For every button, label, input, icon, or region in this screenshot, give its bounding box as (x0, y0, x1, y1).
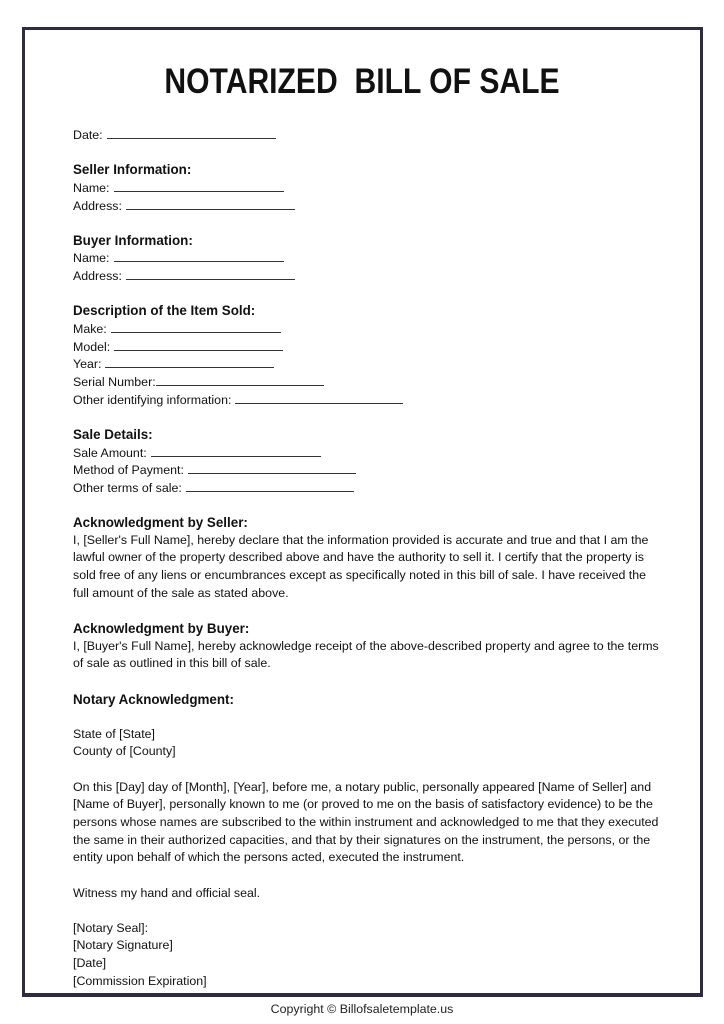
other-info-label: Other identifying information: (73, 392, 232, 407)
notary-date: [Date] (73, 956, 107, 971)
model-label: Model: (73, 339, 111, 354)
seller-name-field (73, 179, 663, 197)
notary-line: persons whose names are subscribed to the within instrument and acknowledged to me that they executed (73, 814, 659, 829)
notary-heading: Notary Acknowledgment: (73, 691, 234, 707)
buyer-address-blank[interactable] (126, 267, 295, 280)
seller-name-blank[interactable] (114, 179, 284, 192)
buyer-ack-line: of sale as outlined in this bill of sale. (73, 656, 271, 671)
year-label: Year: (73, 357, 102, 372)
seller-address-label: Address: (73, 198, 122, 213)
other-terms-blank[interactable] (186, 479, 354, 492)
make-field (73, 320, 663, 338)
copyright-footer: Copyright © Billofsaletemplate.us (270, 1002, 454, 1016)
buyer-ack-heading: Acknowledgment by Buyer: (73, 620, 250, 636)
sale-amount-field (73, 444, 663, 462)
other-info-field (73, 391, 663, 409)
seller-name-label: Name: (73, 180, 110, 195)
other-terms-label: Other terms of sale: (73, 480, 182, 495)
seller-address-field (73, 197, 663, 215)
serial-label: Serial Number: (73, 374, 156, 389)
date-label: Date: (73, 128, 103, 142)
model-blank[interactable] (114, 338, 283, 351)
buyer-name-label: Name: (73, 251, 110, 266)
sale-heading: Sale Details: (73, 426, 153, 442)
model-field (73, 338, 663, 356)
document-title: NOTARIZED BILL OF SALE (164, 62, 560, 101)
notary-line: [Name of Buyer], personally known to me (or proved to me on the basis of satisfactory evidence) to be the (73, 797, 653, 812)
year-blank[interactable] (105, 355, 274, 368)
buyer-name-field (73, 249, 663, 267)
buyer-address-field (73, 267, 663, 285)
seller-ack-line: I, [Seller's Full Name], hereby declare that the information provided is accurate and true and that I am the (73, 532, 649, 547)
seller-ack-heading: Acknowledgment by Seller: (73, 515, 248, 531)
document-body (73, 126, 663, 990)
sale-amount-label: Sale Amount: (73, 445, 147, 460)
buyer-ack-line: I, [Buyer's Full Name], hereby acknowledge receipt of the above-described property and agree to the terms (73, 638, 659, 653)
other-info-blank[interactable] (235, 391, 403, 404)
year-field (73, 355, 663, 373)
notary-line: On this [Day] day of [Month], [Year], before me, a notary public, personally appeared [Name of Seller] and (73, 779, 652, 794)
payment-method-field (73, 461, 663, 479)
seller-heading: Seller Information: (73, 162, 192, 178)
seller-ack-line: sold free of any liens or encumbrances except as specifically noted in this bill of sale. I have received the (73, 568, 647, 583)
buyer-heading: Buyer Information: (73, 232, 193, 248)
commission-expiration: [Commission Expiration] (73, 973, 207, 988)
make-blank[interactable] (111, 320, 281, 333)
buyer-name-blank[interactable] (114, 249, 284, 262)
buyer-address-label: Address: (73, 269, 122, 284)
notary-signature: [Notary Signature] (73, 938, 173, 953)
notary-county: County of [County] (73, 744, 176, 759)
serial-field (73, 373, 663, 391)
payment-method-label: Method of Payment: (73, 463, 184, 478)
sale-amount-blank[interactable] (151, 444, 321, 457)
payment-method-blank[interactable] (188, 461, 356, 474)
item-heading: Description of the Item Sold: (73, 303, 256, 319)
witness-text: Witness my hand and official seal. (73, 885, 261, 900)
notary-seal: [Notary Seal]: (73, 920, 149, 935)
serial-blank[interactable] (156, 373, 324, 386)
notary-state: State of [State] (73, 726, 155, 741)
seller-ack-line: lawful owner of the property described above and have the authority to sell it. I certify that the property is (73, 550, 644, 565)
seller-ack-line: full amount of the sale as stated above. (73, 585, 289, 600)
other-terms-field (73, 479, 663, 497)
date-blank[interactable] (107, 126, 276, 139)
notary-line: the same in their authorized capacities, and that by their signatures on the instrument, the persons, or the (73, 832, 651, 847)
notary-line: entity upon behalf of which the persons acted, executed the instrument. (73, 850, 465, 865)
make-label: Make: (73, 322, 107, 337)
date-field (73, 126, 663, 144)
seller-address-blank[interactable] (126, 197, 295, 210)
